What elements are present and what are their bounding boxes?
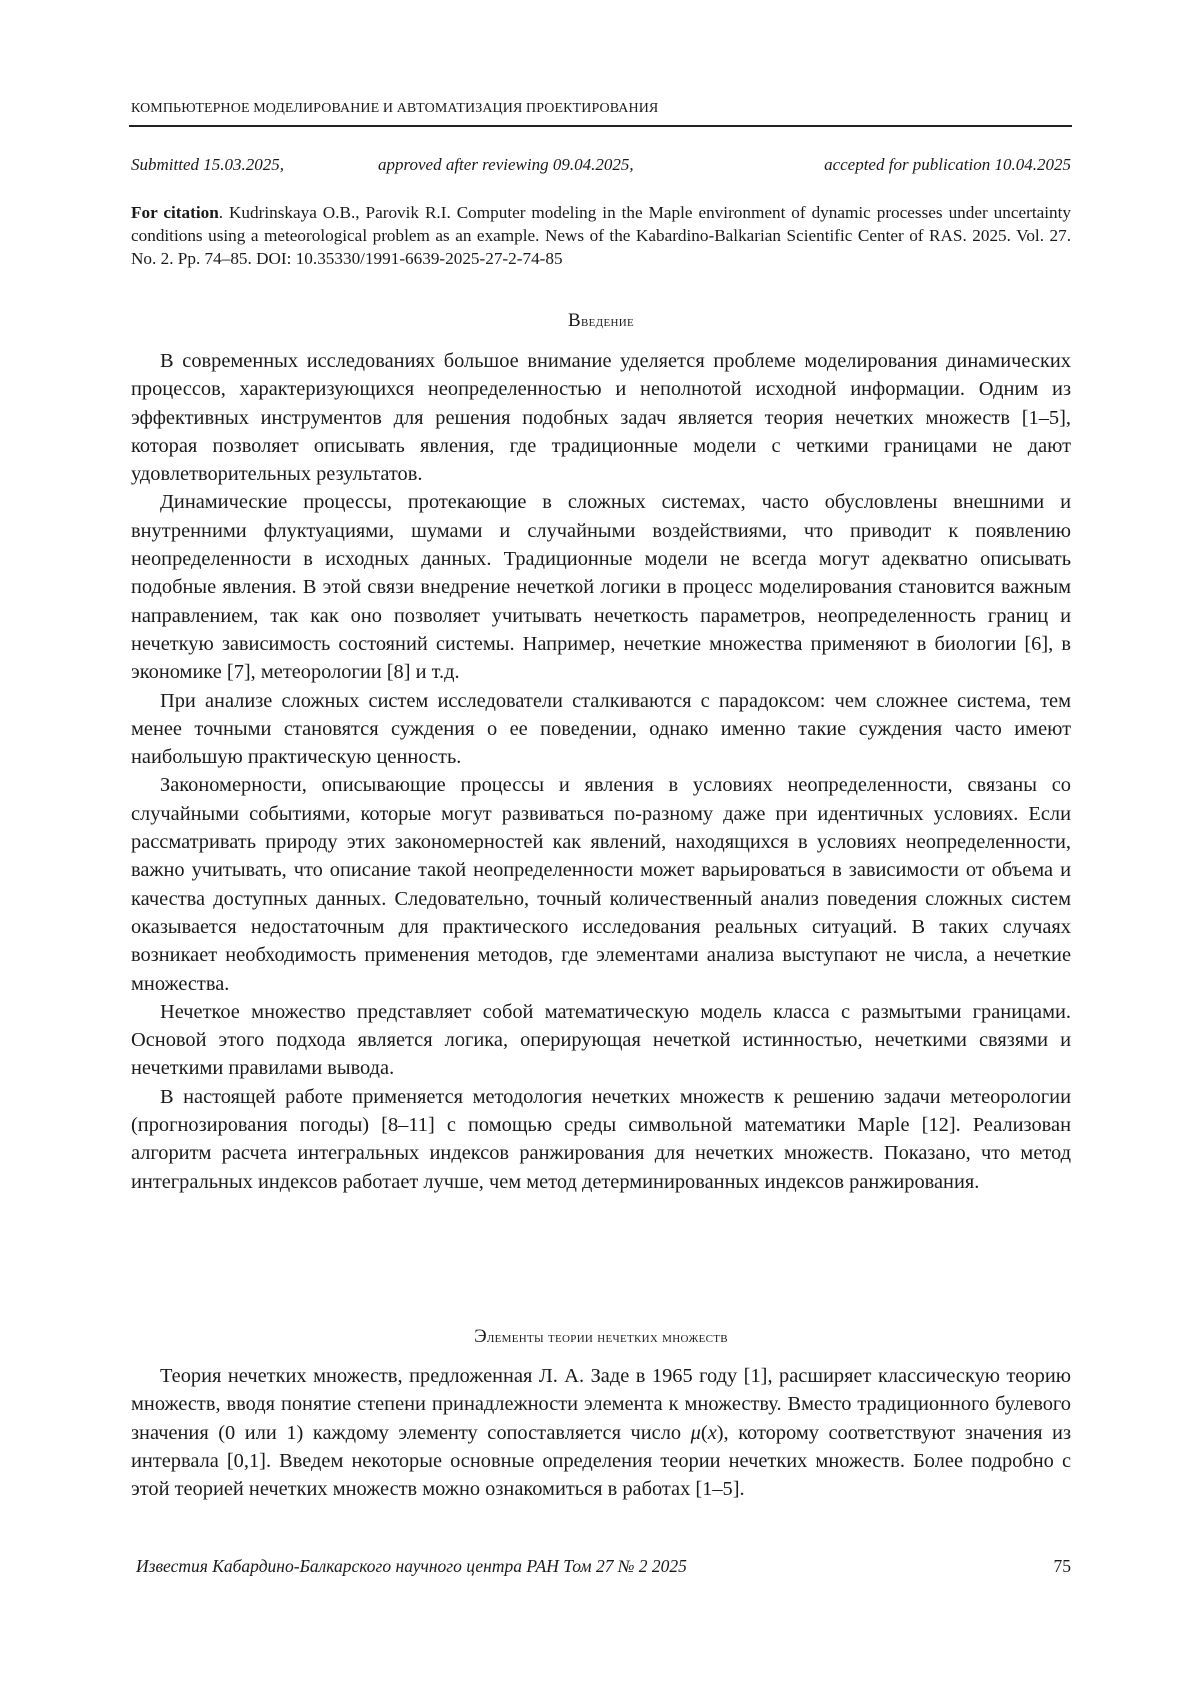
running-header: КОМПЬЮТЕРНОЕ МОДЕЛИРОВАНИЕ И АВТОМАТИЗАЦИЯ ПРОЕКТИРОВАНИЯ <box>131 101 659 116</box>
mu-symbol: μ <box>690 1421 701 1444</box>
elements-heading-initial: Э <box>474 1326 487 1347</box>
x-variable: x <box>707 1421 717 1444</box>
citation-text: . Kudrinskaya O.B., Parovik R.I. Computer modeling in the Maple environment of dynamic processes under uncertainty conditions using a meteorological problem as an example. News of the Kabardino-Balkarian Scientific Center of RAS. 2025. Vol. 27. No. 2. Pp. 74–85. DOI: 10.35330/1991-6639-2025-27-2-74-85 <box>131 203 1071 268</box>
intro-paragraph: Нечеткое множество представляет собой математическую модель класса с размытыми границами. Основой этого подхода является логика, оперирующая нечеткой истинностью, нечеткими связями и нечеткими правилами вывода. <box>131 1000 1071 1080</box>
header-rule <box>129 125 1072 127</box>
paren-open: ( <box>700 1421 708 1444</box>
introduction-body <box>131 347 1071 1196</box>
intro-paragraph: Закономерности, описывающие процессы и явления в условиях неопределенности, связаны со случайными событиями, которые могут развиваться по-разному даже при идентичных условиях. Если рассматривать природу этих закономерностей как явлений, находящихся в условиях неопределенности, важно учитывать, что описание такой неопределенности может варьироваться в зависимости от объема и качества доступных данных. Следовательно, точный количественный анализ поведения сложных систем оказывается недостаточным для практического исследования реальных ситуаций. В таких случаях возникает необходимость применения методов, где элементами анализа выступают не числа, а нечеткие множества. <box>131 774 1071 995</box>
accepted-date: accepted for publication 10.04.2025 <box>824 155 1071 174</box>
elements-body <box>131 1362 1071 1503</box>
intro-paragraph: В современных исследованиях большое внимание уделяется проблеме моделирования динамических процессов, характеризующихся неопределенностью и неполнотой исходной информации. Одним из эффективных инструментов для решения подобных задач является теория нечетких множеств [1–5], которая позволяет описывать явления, где традиционные модели с четкими границами не дают удовлетворительных результатов. <box>131 350 1071 486</box>
submitted-date: Submitted 15.03.2025, <box>131 155 284 174</box>
citation-block <box>131 201 1071 270</box>
elements-heading-rest: лементы теории нечетких множеств <box>486 1330 728 1346</box>
intro-paragraph: Динамические процессы, протекающие в сложных системах, часто обусловлены внешними и внутренними флуктуациями, шумами и случайными воздействиями, что приводит к появлению неопределенности в исходных данных. Традиционные модели не всегда могут адекватно описывать подобные явления. В этой связи внедрение нечеткой логики в процесс моделирования становится важным направлением, так как оно позволяет учитывать нечеткость параметров, неопределенность границ и нечеткую зависимость состояний системы. Например, нечеткие множества применяют в биологии [6], в экономике [7], метеорологии [8] и т.д. <box>131 491 1071 684</box>
elements-text-after: , которому соответствуют значения из интервала [0,1]. Введем некоторые основные определения теории нечетких множеств. Более подробно с этой теорией нечетких множеств можно ознакомиться в работах [1–5]. <box>131 1421 1071 1501</box>
introduction-heading-rest: ведение <box>580 314 634 330</box>
page-number: 75 <box>1053 1556 1071 1576</box>
elements-text-before: Теория нечетких множеств, предложенная Л. А. Заде в 1965 году [1], расширяет классическую теорию множеств, вводя понятие степени принадлежности элемента к множеству. Вместо традиционного булевого значения (0 или 1) каждому элементу сопоставляется число <box>131 1365 1071 1444</box>
elements-heading <box>131 1326 1071 1348</box>
citation-label: For citation <box>131 203 219 222</box>
footer-journal-title: Известия Кабардино-Балкарского научного центра РАН Том 27 № 2 2025 <box>136 1556 687 1576</box>
intro-paragraph: В настоящей работе применяется методология нечетких множеств к решению задачи метеорологии (прогнозирования погоды) [8–11] с помощью среды символьной математики Maple [12]. Реализован алгоритм расчета интегральных индексов ранжирования для нечетких множеств. Показано, что метод интегральных индексов работает лучше, чем метод детерминированных индексов ранжирования. <box>131 1085 1071 1193</box>
introduction-heading-initial: В <box>568 310 581 331</box>
paren-close: ) <box>716 1421 724 1444</box>
intro-paragraph: При анализе сложных систем исследователи сталкиваются с парадоксом: чем сложнее система, тем менее точными становятся суждения о ее поведении, однако именно такие суждения часто имеют наибольшую практическую ценность. <box>131 689 1071 769</box>
approved-date: approved after reviewing 09.04.2025, <box>378 155 634 174</box>
elements-paragraph <box>131 1362 1071 1503</box>
introduction-heading <box>131 310 1071 332</box>
